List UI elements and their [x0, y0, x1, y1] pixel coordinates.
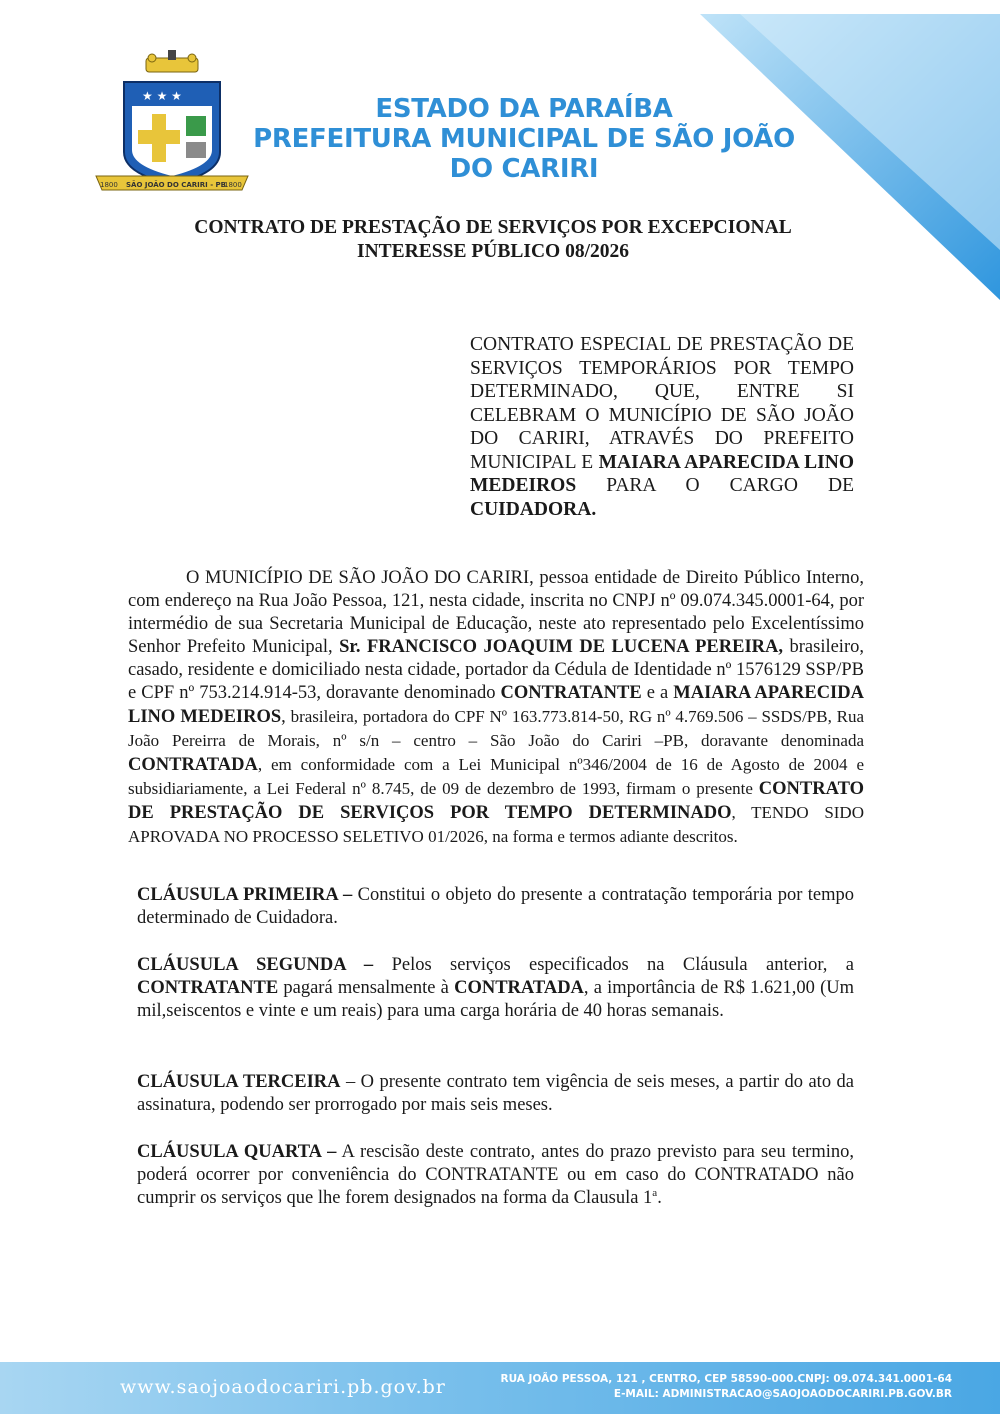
contracted-name: MAIARA APARECIDA LINO MEDEIROS — [128, 683, 864, 727]
clause-third-text: – O presente contrato tem vigência de seis meses, a partir do ato da assinatura, podendo ser prorrogado por mais seis meses. — [137, 1072, 854, 1115]
clause-second-contratante: CONTRATANTE — [137, 978, 279, 998]
footer-contact — [500, 1372, 952, 1402]
clause-fourth-superscript: a — [652, 1186, 658, 1199]
preamble-part-2: brasileiro, casado, residente e domiciliado nesta cidade, portador da Cédula de Identidade nº 1576129 SSP/PB e CPF nº 753.214.914-53, doravante denominado — [128, 637, 864, 703]
footer-address: RUA JOÃO PESSOA, 121 , CENTRO, CEP 58590-000.CNPJ: 09.074.341.0001-64 — [500, 1373, 952, 1385]
footer-bar — [0, 1362, 1000, 1414]
footer-email: E-MAIL: ADMINISTRACAO@SAOJOAODOCARIRI.PB.GOV.BR — [613, 1388, 952, 1400]
footer-website: www.saojoaodocariri.pb.gov.br — [120, 1376, 446, 1398]
municipal-crest-logo — [92, 48, 252, 196]
clause-fourth — [137, 1141, 854, 1210]
clause-second-title: CLÁUSULA SEGUNDA – — [137, 955, 374, 975]
preamble-paragraph — [128, 567, 864, 849]
clause-first-title: CLÁUSULA PRIMEIRA – — [137, 885, 353, 905]
contratada-label: CONTRATADA — [128, 755, 258, 775]
crest-year-left: 1800 — [100, 181, 118, 189]
clause-second — [137, 954, 854, 1023]
crest-ribbon-text: SÃO JOÃO DO CARIRI - PB — [126, 181, 227, 189]
contratante-label: CONTRATANTE — [500, 683, 642, 703]
state-name: ESTADO DA PARAÍBA — [375, 94, 673, 124]
contract-summary — [470, 333, 854, 521]
clause-second-contratada: CONTRATADA — [454, 978, 584, 998]
title-line-2: INTERESSE PÚBLICO 08/2026 — [357, 241, 629, 262]
clause-fourth-title: CLÁUSULA QUARTA – — [137, 1142, 337, 1162]
title-line-1: CONTRATO DE PRESTAÇÃO DE SERVIÇOS POR EXCEPCIONAL — [194, 217, 792, 238]
preamble-part-1: O MUNICÍPIO DE SÃO JOÃO DO CARIRI, pessoa entidade de Direito Público Interno, com endereço na Rua João Pessoa, 121, nesta cidade, inscrita no CNPJ nº 09.074.345.0001-64, por intermédio de sua Secretaria Municipal de Educação, neste ato representado pelo Excelentíssimo Senhor Prefeito Municipal, — [128, 568, 864, 657]
preamble-part-5: brasileira, portadora do CPF Nº 163.773.814-50, RG nº 4.769.506 – SSDS/PB, Rua João Pereirra de Morais, nº s/n – centro – São João do Cariri –PB, doravante denominada — [128, 707, 864, 750]
clause-third — [137, 1071, 854, 1117]
svg-text:★ ★ ★: ★ ★ ★ — [142, 89, 182, 103]
preamble-part-6: , em conformidade com a Lei Municipal nº346/2004 de 16 de Agosto de 2004 e subsidiariamente, a Lei Federal nº 8.745, de 09 de dezembro de 1993, firmam o presente — [128, 755, 864, 798]
clause-fourth-text: A rescisão deste contrato, antes do prazo previsto para seu termino, poderá ocorrer por conveniência do CONTRATANTE ou em caso do CONTRATADO não cumprir os serviços que lhe forem designados na forma da Clausula 1 — [137, 1142, 855, 1208]
clause-first — [137, 884, 854, 930]
clause-fourth-end: . — [657, 1188, 662, 1208]
mayor-name: Sr. FRANCISCO JOAQUIM DE LUCENA PEREIRA, — [339, 637, 784, 657]
contract-type: CONTRATO DE PRESTAÇÃO DE SERVIÇOS POR TEMPO DETERMINADO — [128, 779, 864, 823]
summary-text-2: PARA O CARGO DE — [576, 475, 854, 496]
summary-role: CUIDADORA. — [470, 498, 597, 520]
letterhead — [244, 94, 804, 184]
preamble-part-3: e a — [641, 683, 674, 703]
clause-first-text: Constitui o objeto do presente a contratação temporária por tempo determinado de Cuidadora. — [137, 885, 854, 928]
preamble-part-4: , — [281, 707, 286, 727]
summary-text-1: CONTRATO ESPECIAL DE PRESTAÇÃO DE SERVIÇOS TEMPORÁRIOS POR TEMPO DETERMINADO, QUE, ENTRE SI CELEBRAM O MUNICÍPIO DE SÃO JOÃO DO CARIRI, ATRAVÉS DO PREFEITO MUNICIPAL E — [470, 334, 854, 473]
crest-year-right: 1800 — [224, 181, 242, 189]
clause-second-text-c: , a importância de R$ 1.621,00 (Um mil,seiscentos e vinte e um reais) para uma carga horária de 40 horas semanais. — [137, 978, 855, 1021]
city-hall-name: PREFEITURA MUNICIPAL DE SÃO JOÃO DO CARIRI — [253, 124, 795, 184]
clause-third-title: CLÁUSULA TERCEIRA — [137, 1072, 341, 1092]
preamble-part-7: , TENDO SIDO APROVADA NO PROCESSO SELETIVO 01/2026, na forma e termos adiante descritos. — [128, 803, 864, 846]
clause-second-text-b: pagará mensalmente à — [278, 978, 455, 998]
summary-contracted-name: MAIARA APARECIDA LINO MEDEIROS — [470, 451, 855, 496]
clause-second-text-a: Pelos serviços especificados na Cláusula anterior, a — [373, 955, 854, 975]
document-title — [100, 216, 886, 264]
